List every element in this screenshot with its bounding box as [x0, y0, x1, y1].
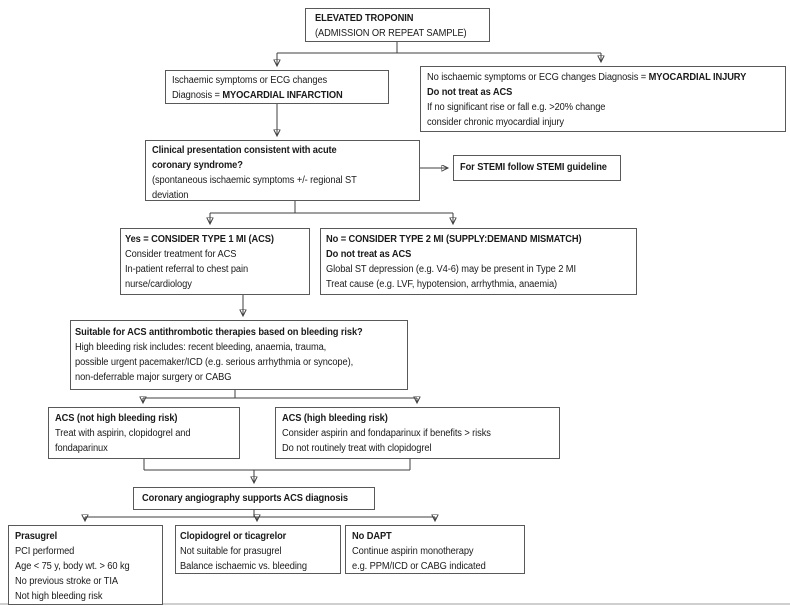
text-line: e.g. PPM/ICD or CABG indicated: [352, 561, 486, 572]
text-line: No DAPT: [352, 531, 392, 542]
text-line: Not high bleeding risk: [15, 591, 103, 602]
text-line: ACS (not high bleeding risk): [55, 413, 178, 424]
text-line: possible urgent pacemaker/ICD (e.g. serious arrhythmia or syncope),: [75, 357, 354, 368]
text-line: For STEMI follow STEMI guideline: [460, 162, 607, 173]
node-acs-high-risk: [275, 407, 560, 459]
text-line: Ischaemic symptoms or ECG changes: [172, 75, 328, 86]
text-line: Suitable for ACS antithrombotic therapies based on bleeding risk?: [75, 327, 363, 338]
text-line: ELEVATED TROPONIN: [315, 13, 414, 24]
text-line: Diagnosis = MYOCARDIAL INFARCTION: [172, 90, 343, 101]
connector-acs-converge: [144, 459, 410, 470]
node-clopidogrel-ticagrelor: [175, 525, 341, 574]
text-line: Treat with aspirin, clopidogrel and: [55, 428, 191, 439]
node-myocardial-infarction: [165, 70, 389, 104]
text-line: Age < 75 y, body wt. > 60 kg: [15, 561, 130, 572]
text-line: Yes = CONSIDER TYPE 1 MI (ACS): [125, 234, 274, 245]
text-line: ACS (high bleeding risk): [282, 413, 388, 424]
text-line: Do not treat as ACS: [427, 87, 513, 98]
text-line: Treat cause (e.g. LVF, hypotension, arrhythmia, anaemia): [326, 279, 558, 290]
text-line: nurse/cardiology: [125, 279, 192, 290]
text-line: consider chronic myocardial injury: [427, 117, 564, 128]
text-line: fondaparinux: [55, 443, 108, 454]
text-line: (spontaneous ischaemic symptoms +/- regional ST: [152, 175, 357, 186]
text-line: Balance ischaemic vs. bleeding: [180, 561, 307, 572]
node-stemi-guideline: [453, 155, 621, 181]
node-coronary-angiography: [133, 487, 375, 510]
text-line: Continue aspirin monotherapy: [352, 546, 474, 557]
node-type1-mi: [120, 228, 310, 295]
node-type2-mi: [320, 228, 637, 295]
node-acs-not-high-risk: [48, 407, 240, 459]
connector-troponin-split: [277, 41, 601, 53]
text-line: If no significant rise or fall e.g. >20% change: [427, 102, 606, 113]
text-line: deviation: [152, 190, 189, 201]
text-line: (ADMISSION OR REPEAT SAMPLE): [315, 28, 467, 39]
text-line: No ischaemic symptoms or ECG changes Diagnosis = MYOCARDIAL INJURY: [427, 72, 747, 83]
text-line: Coronary angiography supports ACS diagnosis: [142, 493, 348, 504]
connector-bleeding-split: [143, 390, 417, 398]
text-line: In-patient referral to chest pain: [125, 264, 249, 275]
text-line: Do not treat as ACS: [326, 249, 412, 260]
text-line: Clopidogrel or ticagrelor: [180, 531, 287, 542]
node-elevated-troponin: [305, 8, 490, 42]
text-line: Consider aspirin and fondaparinux if benefits > risks: [282, 428, 491, 439]
text-line: PCI performed: [15, 546, 75, 557]
text-line: Consider treatment for ACS: [125, 249, 237, 260]
text-line: Not suitable for prasugrel: [180, 546, 282, 557]
node-myocardial-injury: [420, 66, 786, 132]
node-bleeding-risk: [70, 320, 408, 390]
connector-angio-split: [85, 510, 435, 517]
node-prasugrel: [8, 525, 163, 605]
node-no-dapt: [345, 525, 525, 574]
text-line: Clinical presentation consistent with acute: [152, 145, 337, 156]
text-line: Prasugrel: [15, 531, 58, 542]
text-line: High bleeding risk includes: recent bleeding, anaemia, trauma,: [75, 342, 327, 353]
text-line: Do not routinely treat with clopidogrel: [282, 443, 432, 454]
node-clinical-presentation: [145, 140, 420, 201]
text-line: No = CONSIDER TYPE 2 MI (SUPPLY:DEMAND MISMATCH): [326, 234, 582, 245]
text-line: No previous stroke or TIA: [15, 576, 118, 587]
text-line: Global ST depression (e.g. V4-6) may be present in Type 2 MI: [326, 264, 576, 275]
text-line: coronary syndrome?: [152, 160, 243, 171]
text-line: non-deferrable major surgery or CABG: [75, 372, 232, 383]
